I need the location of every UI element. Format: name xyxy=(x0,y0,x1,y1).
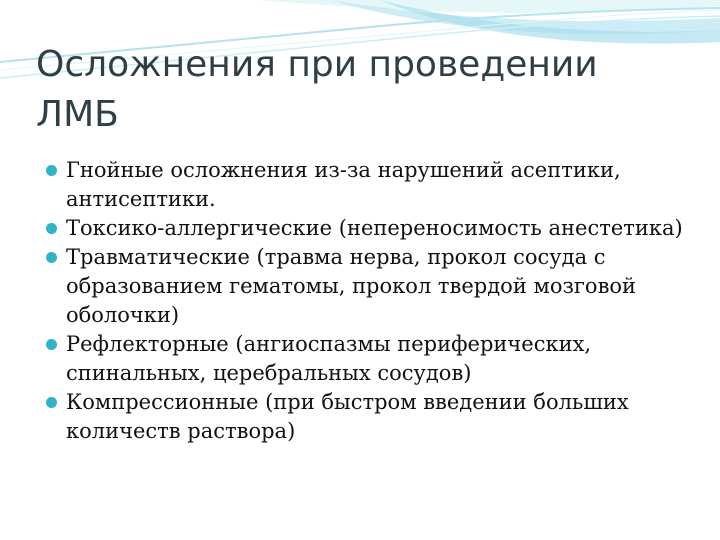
list-item xyxy=(46,388,694,446)
list-item xyxy=(46,214,694,243)
list-item-text: Гнойные осложнения из-за нарушений асептики, антисептики. xyxy=(66,158,621,211)
list-item-text: Травматические (травма нерва, прокол сосуда с образованием гематомы, прокол твердой мозговой оболочки) xyxy=(66,245,637,327)
list-item xyxy=(46,243,694,330)
list-item xyxy=(46,330,694,388)
list-item-text: Компрессионные (при быстром введении больших количеств раствора) xyxy=(66,390,629,443)
bullet-dot-icon xyxy=(46,397,57,408)
bullet-dot-icon xyxy=(46,339,57,350)
bullet-dot-icon xyxy=(46,223,57,234)
list-item-text: Рефлекторные (ангиоспазмы периферических, спинальных, церебральных сосудов) xyxy=(66,332,592,385)
list-item-text: Токсико-аллергические (непереносимость анестетика) xyxy=(66,216,683,240)
list-item xyxy=(46,156,694,214)
bullet-dot-icon xyxy=(46,252,57,263)
slide-title: Осложнения при проведении ЛМБ xyxy=(36,44,598,135)
bullet-list xyxy=(46,156,694,446)
bullet-dot-icon xyxy=(46,165,57,176)
slide-content xyxy=(46,156,694,446)
